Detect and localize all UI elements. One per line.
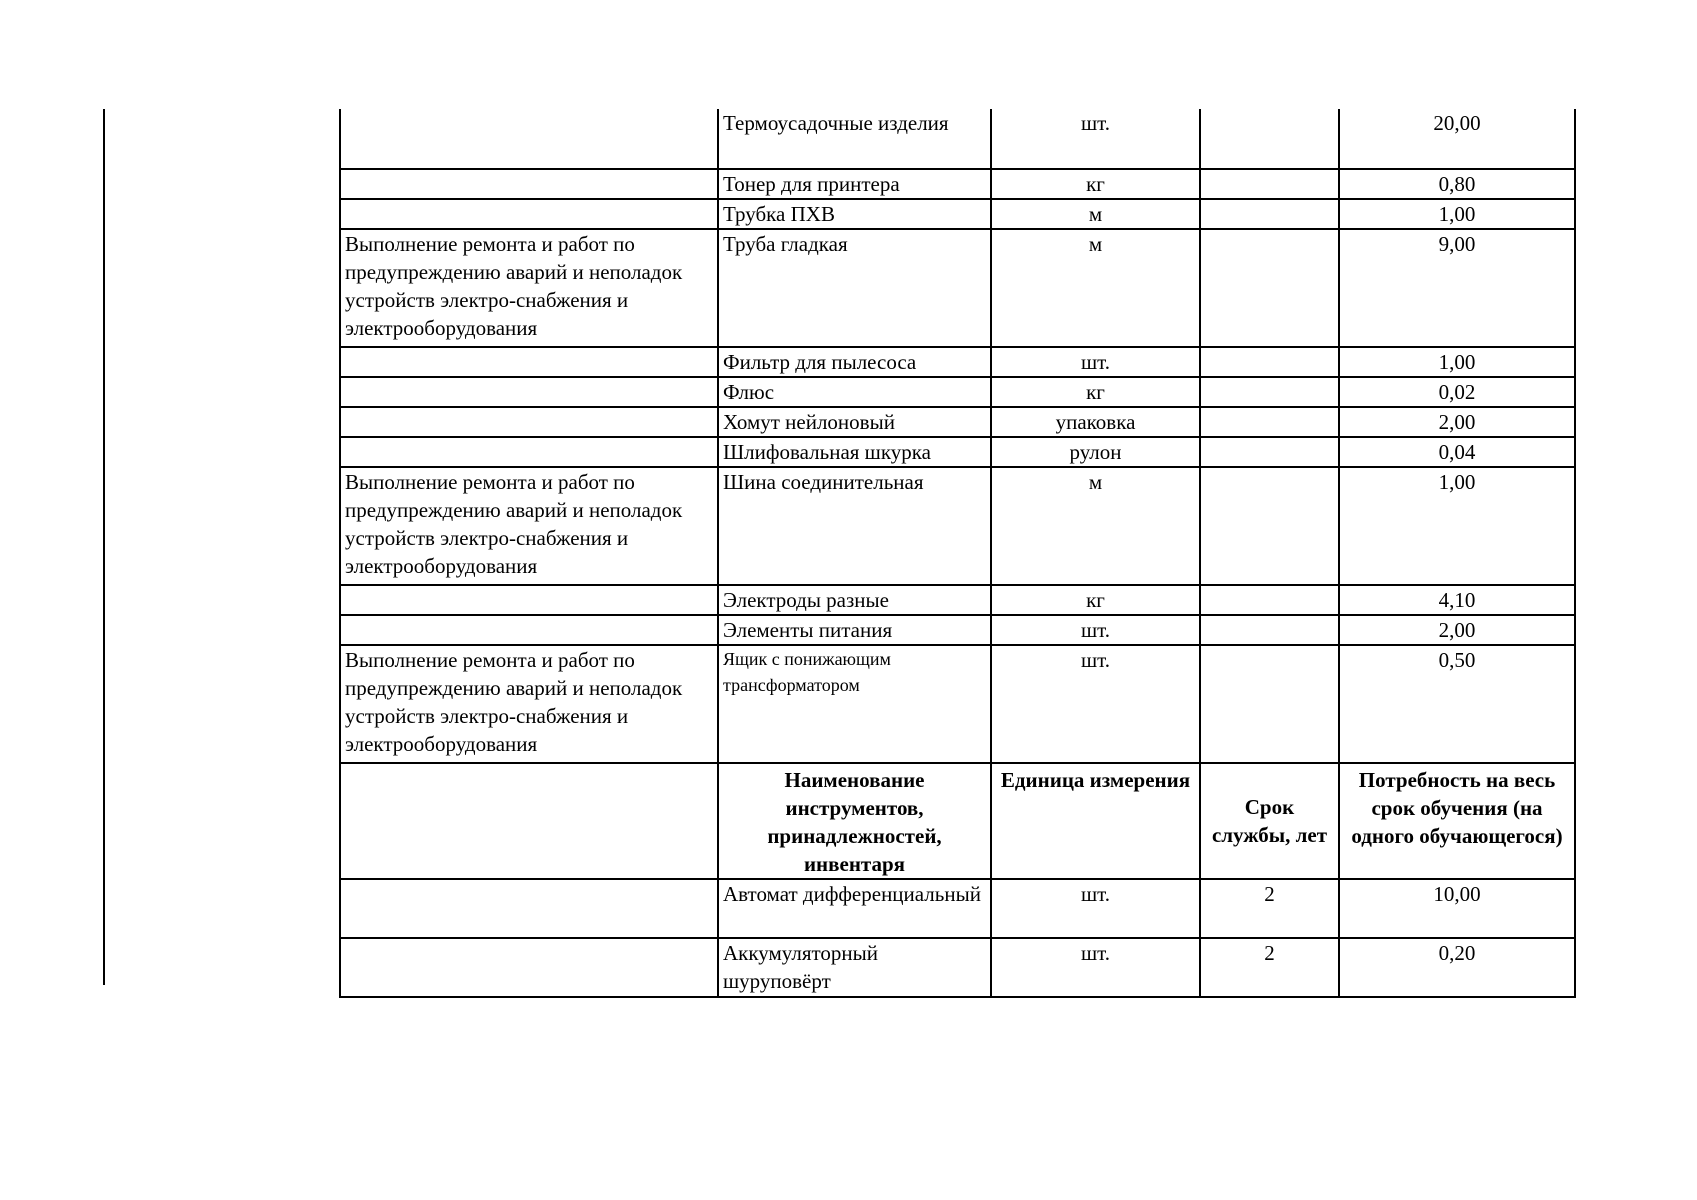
quantity-cell: 0,04 bbox=[1339, 437, 1575, 467]
table-row bbox=[340, 615, 1575, 645]
service-life-cell bbox=[1200, 437, 1339, 467]
item-name-cell: Хомут нейлоновый bbox=[718, 407, 991, 437]
item-name-cell: Ящик с понижающим трансформатором bbox=[718, 645, 991, 763]
service-life-cell bbox=[1200, 229, 1339, 347]
service-life-cell bbox=[1200, 347, 1339, 377]
service-life-cell bbox=[1200, 585, 1339, 615]
unit-cell: рулон bbox=[991, 437, 1200, 467]
unit-cell: упаковка bbox=[991, 407, 1200, 437]
work-type-cell bbox=[340, 109, 718, 169]
quantity-cell: 1,00 bbox=[1339, 347, 1575, 377]
table-row bbox=[340, 467, 1575, 585]
unit-cell: шт. bbox=[991, 347, 1200, 377]
item-name-cell: Электроды разные bbox=[718, 585, 991, 615]
section-header-row bbox=[340, 763, 1575, 879]
table-row bbox=[340, 585, 1575, 615]
unit-cell: шт. bbox=[991, 645, 1200, 763]
unit-cell: кг bbox=[991, 169, 1200, 199]
table-row bbox=[340, 437, 1575, 467]
table-row bbox=[340, 347, 1575, 377]
table-row bbox=[340, 645, 1575, 763]
quantity-cell: 10,00 bbox=[1339, 879, 1575, 938]
item-name-cell: Шлифовальная шкурка bbox=[718, 437, 991, 467]
quantity-cell: 1,00 bbox=[1339, 199, 1575, 229]
work-type-cell bbox=[340, 938, 718, 997]
work-type-cell bbox=[340, 199, 718, 229]
item-name-cell: Автомат дифференциальный bbox=[718, 879, 991, 938]
work-type-cell: Выполнение ремонта и работ по предупреждению аварий и неполадок устройств электро-снабжения и электрооборудования bbox=[340, 467, 718, 585]
service-life-cell bbox=[1200, 615, 1339, 645]
service-life-cell bbox=[1200, 377, 1339, 407]
quantity-cell: 2,00 bbox=[1339, 615, 1575, 645]
table-row bbox=[340, 407, 1575, 437]
service-life-cell bbox=[1200, 645, 1339, 763]
service-life-cell: 2 bbox=[1200, 879, 1339, 938]
header-service-life: Срок службы, лет bbox=[1200, 763, 1339, 879]
service-life-cell bbox=[1200, 407, 1339, 437]
header-work-type bbox=[340, 763, 718, 879]
work-type-cell bbox=[340, 377, 718, 407]
unit-cell: кг bbox=[991, 377, 1200, 407]
header-item-name: Наименование инструментов, принадлежностей, инвентаря bbox=[718, 763, 991, 879]
header-unit: Единица измерения bbox=[991, 763, 1200, 879]
unit-cell: м bbox=[991, 467, 1200, 585]
quantity-cell: 0,02 bbox=[1339, 377, 1575, 407]
work-type-cell bbox=[340, 407, 718, 437]
table-row bbox=[340, 377, 1575, 407]
item-name-cell: Труба гладкая bbox=[718, 229, 991, 347]
unit-cell: кг bbox=[991, 585, 1200, 615]
item-name-cell: Термоусадочные изделия bbox=[718, 109, 991, 169]
quantity-cell: 9,00 bbox=[1339, 229, 1575, 347]
item-name-cell: Элементы питания bbox=[718, 615, 991, 645]
item-name-cell: Аккумуляторный шуруповёрт bbox=[718, 938, 991, 997]
work-type-cell bbox=[340, 879, 718, 938]
service-life-cell bbox=[1200, 109, 1339, 169]
table-row bbox=[340, 229, 1575, 347]
work-type-cell bbox=[340, 585, 718, 615]
quantity-cell: 1,00 bbox=[1339, 467, 1575, 585]
unit-cell: шт. bbox=[991, 879, 1200, 938]
work-type-cell bbox=[340, 347, 718, 377]
quantity-cell: 2,00 bbox=[1339, 407, 1575, 437]
quantity-cell: 4,10 bbox=[1339, 585, 1575, 615]
table-row bbox=[340, 938, 1575, 997]
left-margin-line bbox=[103, 109, 105, 985]
unit-cell: шт. bbox=[991, 938, 1200, 997]
work-type-cell: Выполнение ремонта и работ по предупреждению аварий и неполадок устройств электро-снабжения и электрооборудования bbox=[340, 229, 718, 347]
quantity-cell: 0,20 bbox=[1339, 938, 1575, 997]
header-quantity: Потребность на весь срок обучения (на одного обучающегося) bbox=[1339, 763, 1575, 879]
item-name-cell: Фильтр для пылесоса bbox=[718, 347, 991, 377]
item-name-cell: Тонер для принтера bbox=[718, 169, 991, 199]
service-life-cell bbox=[1200, 467, 1339, 585]
table-row bbox=[340, 109, 1575, 169]
work-type-cell bbox=[340, 437, 718, 467]
item-name-cell: Трубка ПХВ bbox=[718, 199, 991, 229]
item-name-cell: Шина соединительная bbox=[718, 467, 991, 585]
work-type-cell bbox=[340, 615, 718, 645]
service-life-cell: 2 bbox=[1200, 938, 1339, 997]
unit-cell: м bbox=[991, 229, 1200, 347]
quantity-cell: 0,80 bbox=[1339, 169, 1575, 199]
quantity-cell: 0,50 bbox=[1339, 645, 1575, 763]
unit-cell: м bbox=[991, 199, 1200, 229]
quantity-cell: 20,00 bbox=[1339, 109, 1575, 169]
unit-cell: шт. bbox=[991, 109, 1200, 169]
unit-cell: шт. bbox=[991, 615, 1200, 645]
service-life-cell bbox=[1200, 199, 1339, 229]
item-name-cell: Флюс bbox=[718, 377, 991, 407]
materials-table bbox=[339, 109, 1576, 998]
table-row bbox=[340, 199, 1575, 229]
work-type-cell bbox=[340, 169, 718, 199]
table-row bbox=[340, 169, 1575, 199]
work-type-cell: Выполнение ремонта и работ по предупреждению аварий и неполадок устройств электро-снабжения и электрооборудования bbox=[340, 645, 718, 763]
service-life-cell bbox=[1200, 169, 1339, 199]
table-row bbox=[340, 879, 1575, 938]
